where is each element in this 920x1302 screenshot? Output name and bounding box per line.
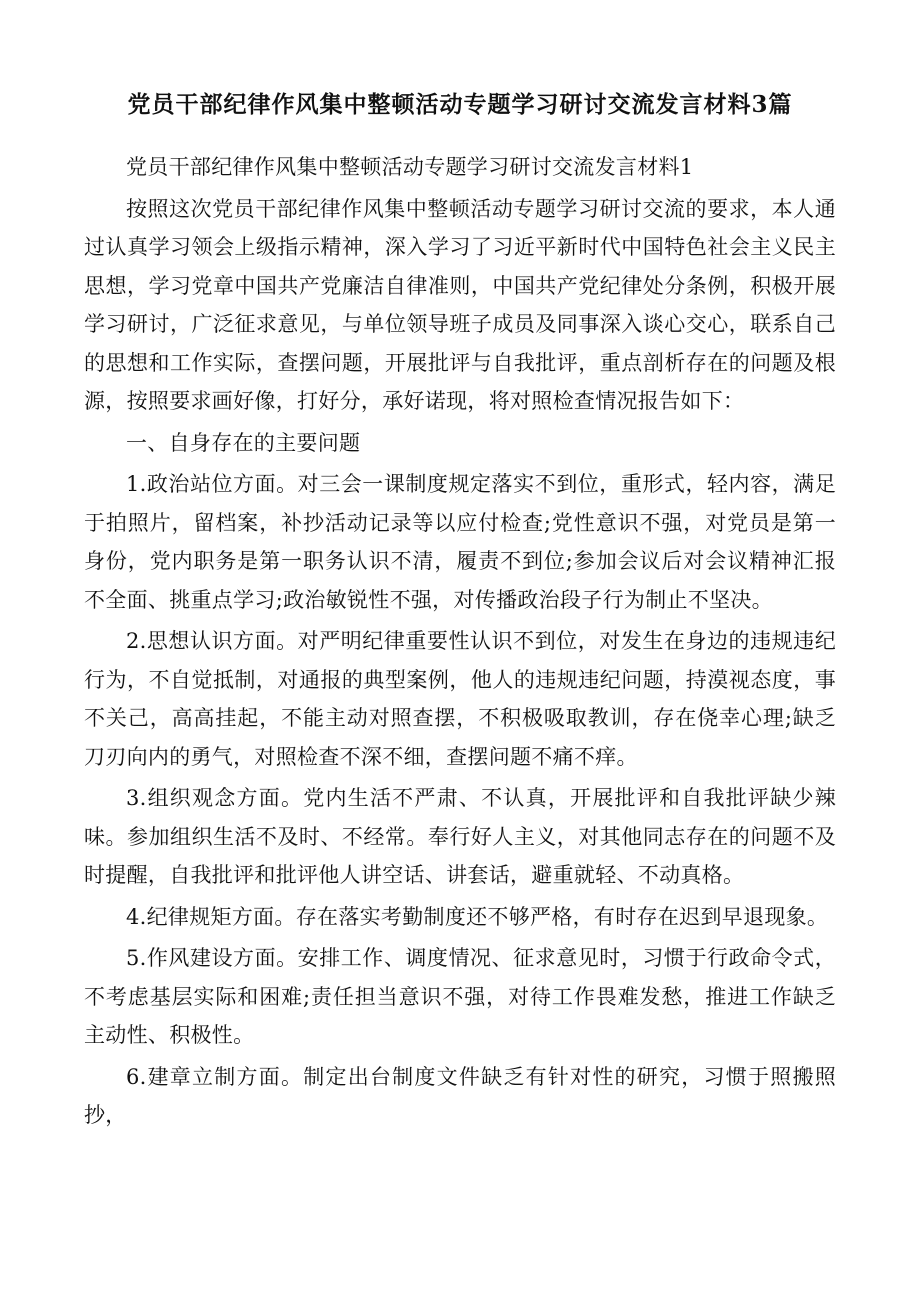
- body-paragraph: 4.纪律规矩方面。存在落实考勤制度还不够严格，有时存在迟到早退现象。: [126, 904, 829, 929]
- section-heading: 党员干部纪律作风集中整顿活动专题学习研讨交流发言材料1: [126, 155, 694, 179]
- intro-paragraph: 按照这次党员干部纪律作风集中整顿活动专题学习研讨交流的要求，本人通过认真学习领会上级指示精神，深入学习了习近平新时代中国特色社会主义民主思想，学习党章中国共产党廉洁自律准则，中国共产党纪律处分条例，积极开展学习研讨，广泛征求意见，与单位领导班子成员及同事深入谈心交心，联系自己的思想和工作实际，查摆问题，开展批评与自我批评，重点剖析存在的问题及根源，按照要求画好像，打好分，承好诺现，将对照检查情况报告如下：: [84, 196, 836, 413]
- body-paragraph: 2.思想认识方面。对严明纪律重要性认识不到位，对发生在身边的违规违纪行为，不自觉抵制，对通报的典型案例，他人的违规违纪问题，持漠视态度，事不关己，高高挂起，不能主动对照查摆，不积极吸取教训，存在侥幸心理;缺乏刀刃向内的勇气，对照检查不深不细，查摆问题不痛不痒。: [84, 629, 836, 769]
- body-paragraph: 5.作风建设方面。安排工作、调度情况、征求意见时，习惯于行政命令式，不考虑基层实际和困难;责任担当意识不强，对待工作畏难发愁，推进工作缺乏主动性、积极性。: [84, 946, 836, 1047]
- body-paragraph: 6.建章立制方面。制定出台制度文件缺乏有针对性的研究，习惯于照搬照抄，: [84, 1064, 836, 1127]
- document-title: 党员干部纪律作风集中整顿活动专题学习研讨交流发言材料3篇: [127, 91, 793, 118]
- document-body: [84, 148, 836, 1138]
- body-paragraph: 3.组织观念方面。党内生活不严肃、不认真，开展批评和自我批评缺少辣味。参加组织生活不及时、不经常。奉行好人主义，对其他同志存在的问题不及时提醒，自我批评和批评他人讲空话、讲套话，避重就轻、不动真格。: [84, 786, 836, 887]
- chapter-heading: 一、自身存在的主要问题: [126, 430, 361, 455]
- body-paragraph: 1.政治站位方面。对三会一课制度规定落实不到位，重形式，轻内容，满足于拍照片，留档案，补抄活动记录等以应付检查;党性意识不强，对党员是第一身份，党内职务是第一职务认识不清，履责不到位;参加会议后对会议精神汇报不全面、挑重点学习;政治敏锐性不强，对传播政治段子行为制止不坚决。: [84, 472, 836, 612]
